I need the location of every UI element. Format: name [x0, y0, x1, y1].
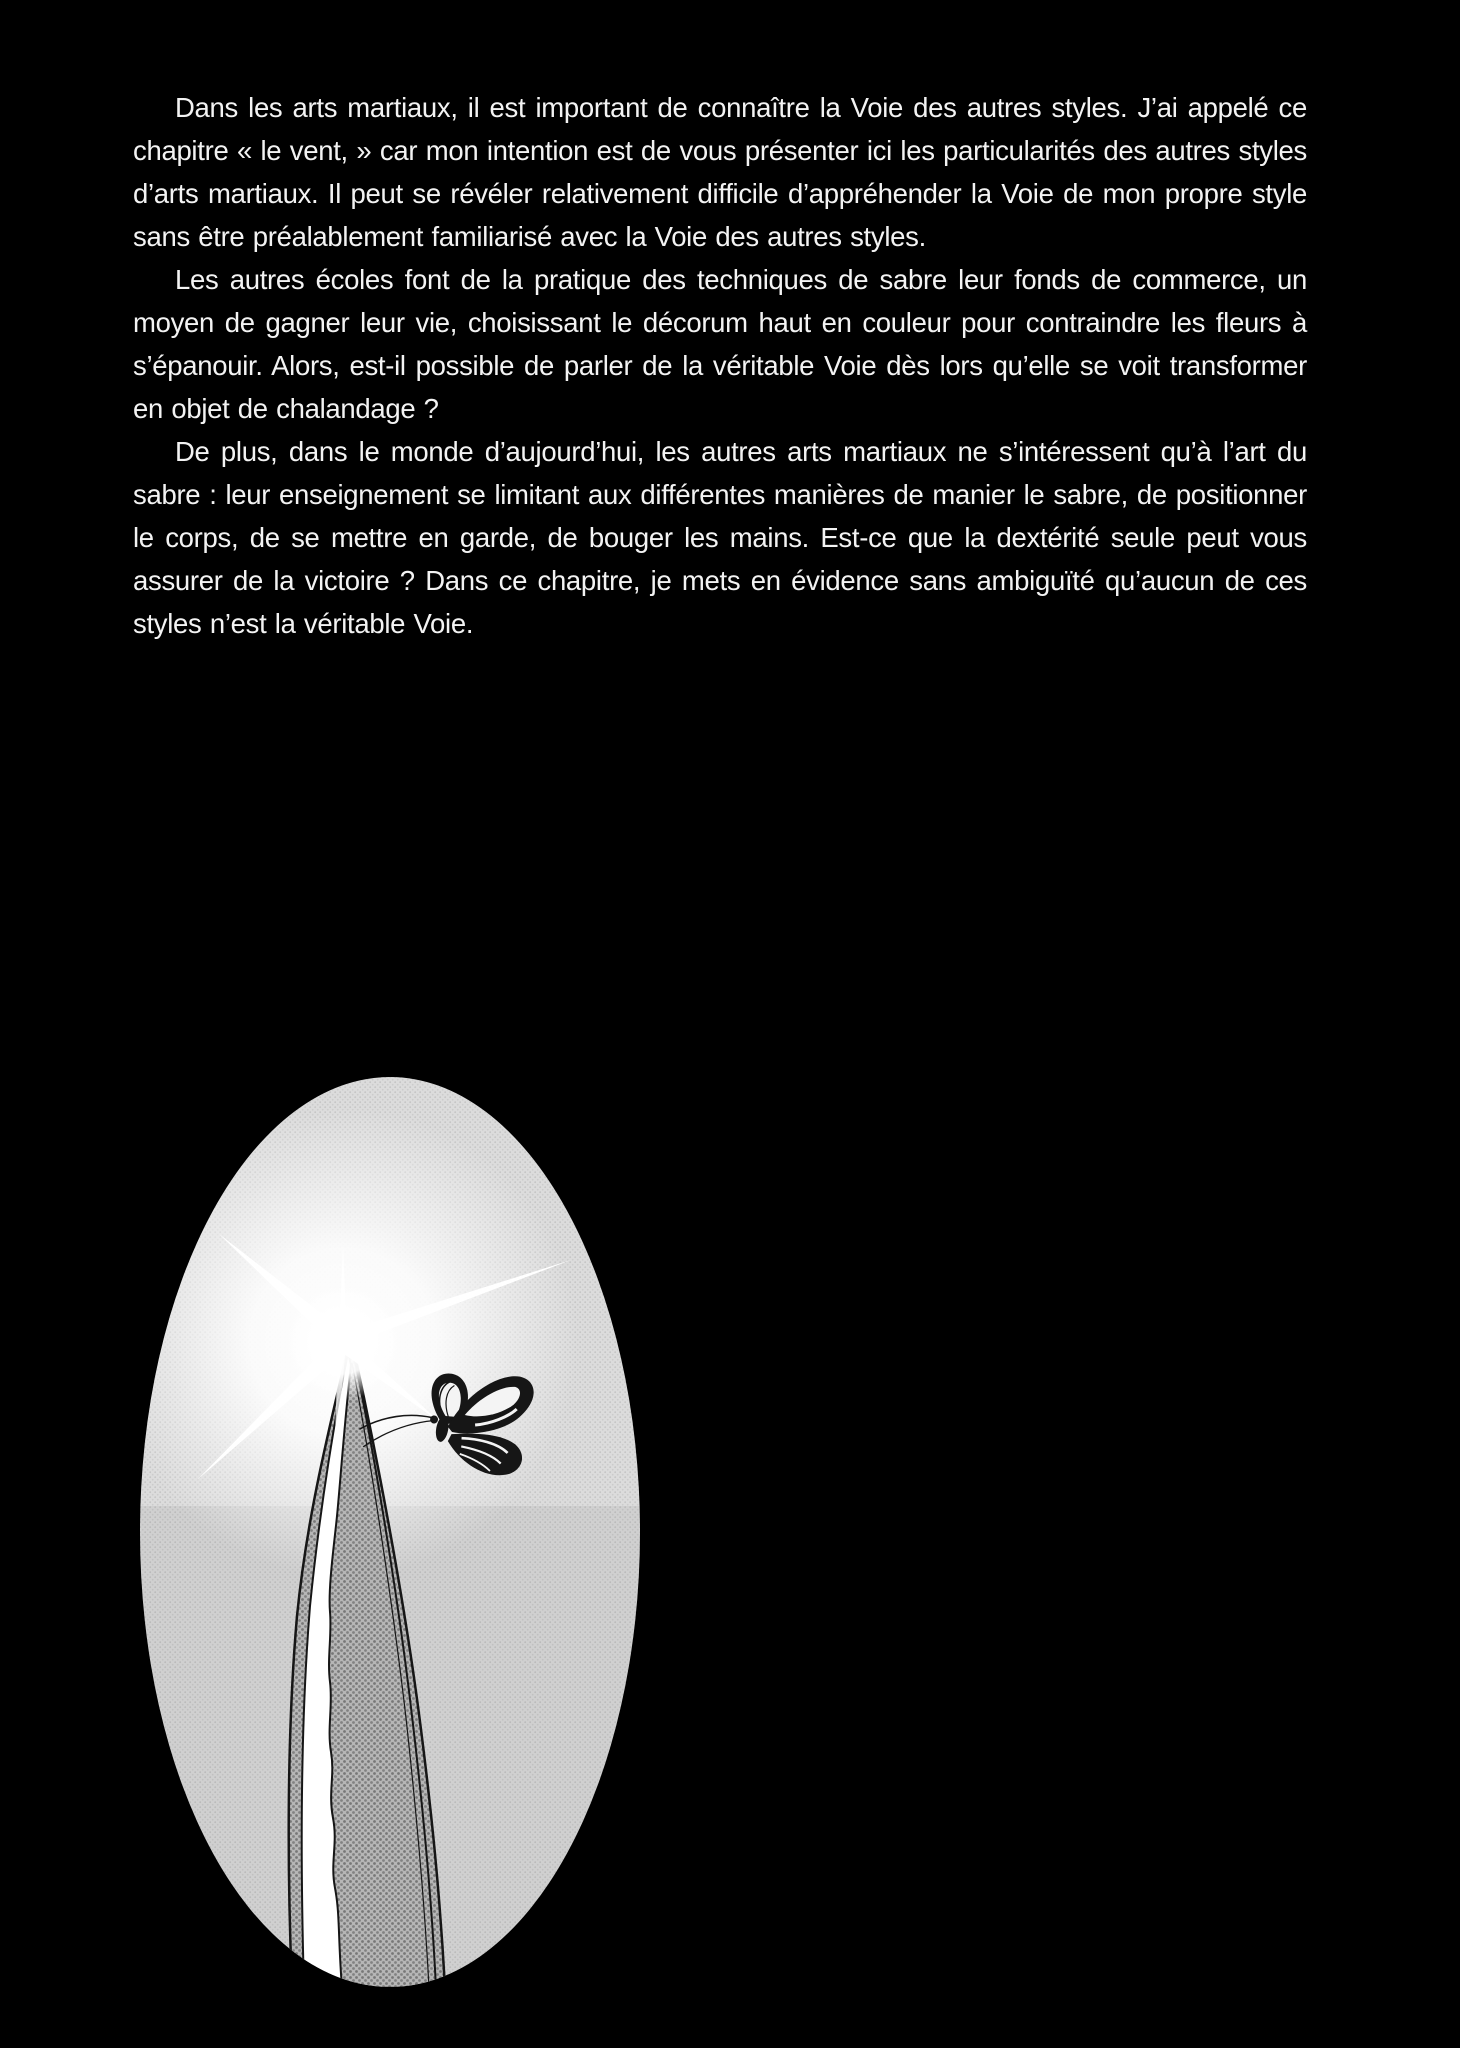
paragraph-1: Dans les arts martiaux, il est important de connaître la Voie des autres styles. J’ai appelé ce chapitre « le vent, » car mon intention est de vous présenter ici les particularités des autres styles d’arts martiaux. Il peut se révéler relativement difficile d’appréhender la Voie de mon propre style sans être préalablement familiarisé avec la Voie des autres styles.	[133, 92, 1307, 252]
paragraph-3: De plus, dans le monde d’aujourd’hui, les autres arts martiaux ne s’intéressent qu’à l’art du sabre : leur enseignement se limitant aux différentes manières de manier le sabre, de positionner le corps, de se mettre en garde, de bouger les mains. Est-ce que la dextérité seule peut vous assurer de la victoire ? Dans ce chapitre, je mets en évidence sans ambiguïté qu’aucun de ces styles n’est la véritable Voie.	[133, 436, 1307, 639]
text-block	[133, 86, 1307, 645]
manga-illustration	[139, 1076, 641, 1988]
paragraph-2: Les autres écoles font de la pratique des techniques de sabre leur fonds de commerce, un moyen de gagner leur vie, choisissant le décorum haut en couleur pour contraindre les fleurs à s’épanouir. Alors, est-il possible de parler de la véritable Voie dès lors qu’elle se voit transformer en objet de chalandage ?	[133, 264, 1307, 424]
